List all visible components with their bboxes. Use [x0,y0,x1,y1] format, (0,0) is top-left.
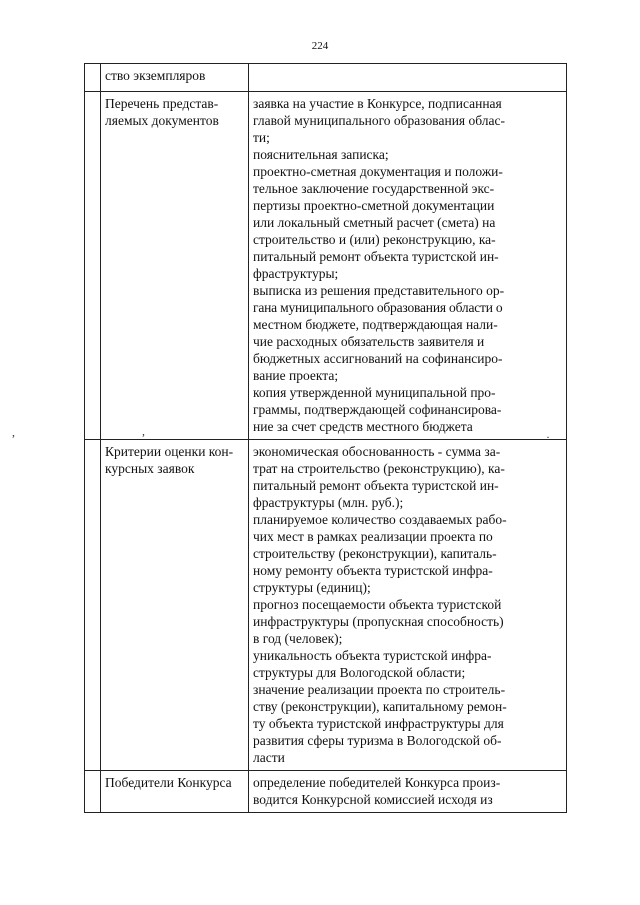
value-line: проектно-сметная документация и положи- [253,164,503,179]
row-value-cell [249,92,567,440]
value-line: питальный ремонт объекта туристской ин- [253,249,499,264]
value-line: местном бюджете, подтверждающая нали- [253,317,498,332]
value-line: заявка на участие в Конкурсе, подписанная [253,96,502,111]
row-value-cell [249,440,567,771]
value-line: пояснительная записка; [253,147,389,162]
page-number: 224 [311,40,329,52]
value-line: вание проекта; [253,368,339,383]
row-number-cell [85,440,101,771]
row-number-cell [85,92,101,440]
value-line: уникальность объекта туристской инфра- [253,648,492,663]
value-line: строительству (реконструкции), капиталь- [253,546,497,561]
row-label-cell [101,92,249,440]
scan-speck: , [142,424,145,438]
value-line: гана муниципального образования области о [253,300,503,315]
value-line: фраструктуры (млн. руб.); [253,495,404,510]
value-line: чие расходных обязательств заявителя и [253,334,485,349]
value-line: ству (реконструкции), капитальному ремон- [253,699,507,714]
row-value-cell [249,771,567,813]
value-line: прогноз посещаемости объекта туристской [253,597,502,612]
row-label-cell [101,64,249,92]
value-line: структуры (единиц); [253,580,371,595]
label-line: Победители Конкурса [105,775,232,790]
table-row [85,64,567,92]
value-line: структуры для Вологодской области; [253,665,466,680]
row-number-cell [85,64,101,92]
value-line: трат на строительство (реконструкцию), ка- [253,461,505,476]
value-line: водится Конкурсной комиссией исходя из [253,792,493,807]
value-line: определение победителей Конкурса произ- [253,775,501,790]
value-line: ние за счет средств местного бюджета [253,419,473,434]
label-line: ство экземпляров [105,68,206,83]
value-line: развития сферы туризма в Вологодской об- [253,733,502,748]
value-line: питальный ремонт объекта туристской ин- [253,478,499,493]
table-row [85,771,567,813]
value-line: копия утвержденной муниципальной про- [253,385,496,400]
label-line: Перечень представ- [105,96,219,111]
row-label-cell [101,771,249,813]
row-value-cell [249,64,567,92]
scan-speck: , [12,425,15,439]
value-line: пертизы проектно-сметной документации [253,198,495,213]
value-line: строительство и (или) реконструкцию, ка- [253,232,496,247]
value-line: тельное заключение государственной экс- [253,181,495,196]
value-line: бюджетных ассигнований на софинансиро- [253,351,503,366]
value-line: или локальный сметный расчет (смета) на [253,215,496,230]
value-line: главой муниципального образования облас- [253,113,506,128]
value-line: инфраструктуры (пропускная способность) [253,614,504,629]
value-line: значение реализации проекта по строитель- [253,682,506,697]
value-line: ласти [253,750,285,765]
table-row [85,440,567,771]
value-line: ту объекта туристской инфраструктуры для [253,716,504,731]
row-number-cell [85,771,101,813]
value-line: экономическая обоснованность - сумма за- [253,444,501,459]
value-line: ному ремонту объекта туристской инфра- [253,563,493,578]
document-table [84,63,567,813]
label-line: ляемых документов [105,113,219,128]
scan-speck: · [546,430,550,444]
label-line: Критерии оценки кон- [105,444,234,459]
table-row [85,92,567,440]
value-line: чих мест в рамках реализации проекта по [253,529,493,544]
value-line: выписка из решения представительного ор- [253,283,505,298]
row-label-cell [101,440,249,771]
value-line: ти; [253,130,270,145]
value-line: планируемое количество создаваемых рабо- [253,512,507,527]
value-line: фраструктуры; [253,266,339,281]
value-line: в год (человек); [253,631,343,646]
value-line: граммы, подтверждающей софинансирова- [253,402,502,417]
label-line: курсных заявок [105,461,195,476]
